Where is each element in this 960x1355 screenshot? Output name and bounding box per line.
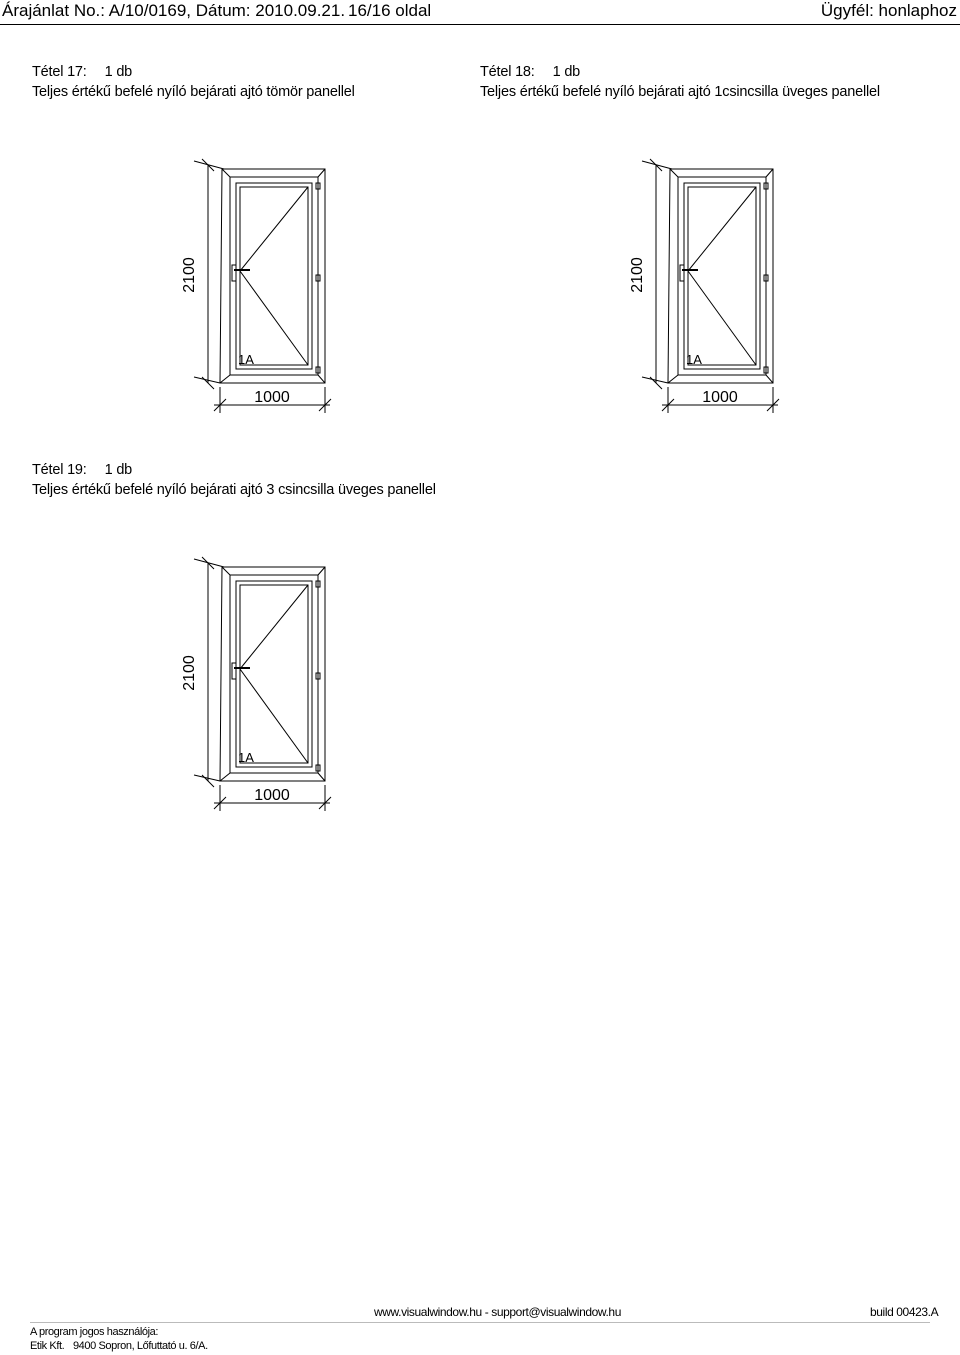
item-quantity: 1 db (104, 64, 133, 80)
dimension-extension (642, 161, 672, 169)
frame-corner (668, 375, 678, 383)
item-title: Tétel 19: (32, 462, 87, 478)
opening-line (688, 187, 756, 271)
item-description: Teljes értékű befelé nyíló bejárati ajtó 3 csincsilla üveges panellel (32, 482, 436, 498)
sash-inner (240, 585, 308, 763)
frame-corner (222, 169, 230, 177)
page-number: 16/16 oldal (348, 1, 432, 20)
opening-line (240, 271, 308, 365)
item-quantity: 1 db (104, 462, 133, 478)
company-address: 9400 Sopron, Lőfuttató u. 6/A. (72, 1340, 208, 1352)
frame-corner (318, 375, 325, 383)
sash-outer (236, 581, 312, 767)
sash-inner (688, 187, 756, 365)
height-dimension-label: 2100 (181, 257, 198, 293)
frame-corner (318, 169, 325, 177)
frame-corner (318, 567, 325, 575)
frame-corner (318, 773, 325, 781)
client-name: Ügyfél: honlaphoz (820, 1, 957, 20)
frame-corner (766, 169, 773, 177)
door-drawing-19 (170, 553, 340, 823)
item-title: Tétel 17: (32, 64, 87, 80)
door-svg (170, 155, 340, 425)
item-18 (480, 62, 880, 102)
sash-outer (684, 183, 760, 369)
company-name: Etik Kft. (30, 1340, 65, 1352)
door-svg (170, 553, 340, 823)
footer-user-label: A program jogos használója: (30, 1326, 159, 1338)
sash-label: 1A (238, 352, 254, 367)
opening-line (240, 585, 308, 669)
sash-label: 1A (686, 352, 702, 367)
width-dimension-label: 1000 (702, 389, 738, 406)
item-19 (32, 460, 436, 500)
frame-corner (222, 567, 230, 575)
height-dimension-label: 2100 (629, 257, 646, 293)
height-dimension-label: 2100 (181, 655, 198, 691)
sash-outer (236, 183, 312, 369)
dimension-extension (194, 559, 224, 567)
opening-line (240, 669, 308, 763)
handle-plate (680, 265, 684, 281)
door-svg (618, 155, 788, 425)
footer-company (30, 1340, 208, 1352)
door-drawing-18 (618, 155, 788, 425)
frame-corner (670, 169, 678, 177)
frame-corner (220, 773, 230, 781)
opening-line (240, 187, 308, 271)
footer-divider (30, 1322, 930, 1323)
item-quantity: 1 db (552, 64, 581, 80)
door-drawing-17 (170, 155, 340, 425)
sash-inner (240, 187, 308, 365)
frame-corner (766, 375, 773, 383)
opening-line (688, 271, 756, 365)
footer-build: build 00423.A (870, 1305, 939, 1319)
header-divider (0, 24, 960, 25)
item-title: Tétel 18: (480, 64, 535, 80)
sash-label: 1A (238, 750, 254, 765)
dimension-extension (194, 161, 224, 169)
item-17 (32, 62, 355, 102)
handle-plate (232, 265, 236, 281)
frame-corner (220, 375, 230, 383)
quote-number: Árajánlat No.: A/10/0169, Dátum: 2010.09.21. (2, 1, 346, 20)
width-dimension-label: 1000 (254, 787, 290, 804)
footer-website: www.visualwindow.hu - support@visualwindow.hu (374, 1305, 621, 1319)
handle-plate (232, 663, 236, 679)
item-description: Teljes értékű befelé nyíló bejárati ajtó tömör panellel (32, 84, 355, 100)
item-description: Teljes értékű befelé nyíló bejárati ajtó 1csincsilla üveges panellel (480, 84, 880, 100)
width-dimension-label: 1000 (254, 389, 290, 406)
